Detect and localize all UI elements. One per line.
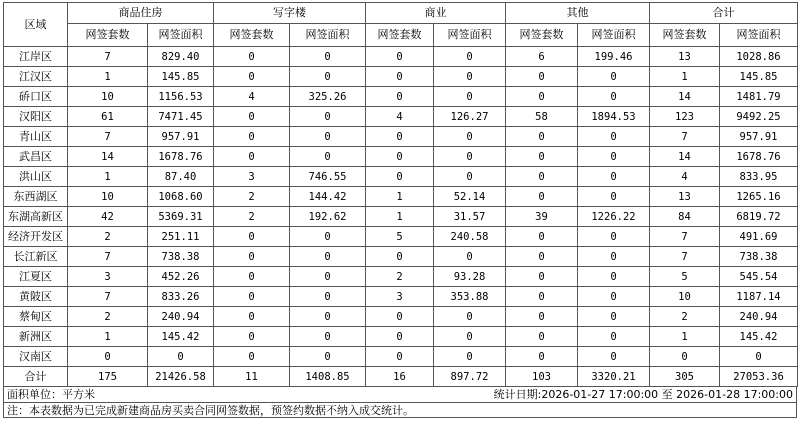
count-cell: 0	[214, 147, 290, 167]
region-cell: 合计	[4, 367, 68, 387]
count-cell: 0	[366, 307, 434, 327]
table-body	[4, 47, 798, 387]
area-cell: 0	[290, 267, 366, 287]
count-cell: 58	[506, 107, 578, 127]
count-cell: 103	[506, 367, 578, 387]
group-header-row	[4, 3, 798, 24]
area-cell: 0	[434, 167, 506, 187]
count-cell: 7	[650, 127, 720, 147]
count-cell: 0	[650, 347, 720, 367]
area-unit-label: 面积单位：平方米	[7, 388, 95, 401]
area-cell: 0	[578, 187, 650, 207]
count-cell: 39	[506, 207, 578, 227]
area-cell: 452.26	[148, 267, 214, 287]
area-cell: 93.28	[434, 267, 506, 287]
area-cell: 87.40	[148, 167, 214, 187]
area-cell: 0	[434, 347, 506, 367]
count-cell: 42	[68, 207, 148, 227]
table-row	[4, 127, 798, 147]
area-column-header: 网签面积	[148, 24, 214, 47]
area-cell: 1156.53	[148, 87, 214, 107]
count-cell: 3	[366, 287, 434, 307]
count-column-header: 网签套数	[650, 24, 720, 47]
region-cell: 经济开发区	[4, 227, 68, 247]
area-cell: 0	[290, 307, 366, 327]
area-cell: 0	[290, 247, 366, 267]
count-cell: 0	[506, 147, 578, 167]
table-row	[4, 327, 798, 347]
count-cell: 2	[650, 307, 720, 327]
area-cell: 0	[434, 67, 506, 87]
area-cell: 1265.16	[720, 187, 798, 207]
area-cell: 3320.21	[578, 367, 650, 387]
area-cell: 52.14	[434, 187, 506, 207]
count-column-header: 网签套数	[214, 24, 290, 47]
area-cell: 738.38	[720, 247, 798, 267]
count-cell: 14	[650, 147, 720, 167]
table-row	[4, 167, 798, 187]
count-cell: 2	[214, 187, 290, 207]
count-cell: 0	[214, 227, 290, 247]
count-cell: 0	[506, 67, 578, 87]
table-row	[4, 247, 798, 267]
area-cell: 0	[148, 347, 214, 367]
area-cell: 0	[720, 347, 798, 367]
area-cell: 0	[290, 107, 366, 127]
count-cell: 0	[366, 67, 434, 87]
count-cell: 2	[68, 227, 148, 247]
area-cell: 199.46	[578, 47, 650, 67]
count-cell: 0	[214, 327, 290, 347]
area-cell: 0	[434, 147, 506, 167]
area-cell: 1481.79	[720, 87, 798, 107]
count-cell: 123	[650, 107, 720, 127]
count-cell: 0	[366, 47, 434, 67]
count-cell: 175	[68, 367, 148, 387]
area-cell: 0	[290, 287, 366, 307]
area-cell: 1408.85	[290, 367, 366, 387]
count-cell: 16	[366, 367, 434, 387]
count-cell: 7	[650, 227, 720, 247]
count-cell: 11	[214, 367, 290, 387]
area-cell: 21426.58	[148, 367, 214, 387]
count-cell: 0	[214, 287, 290, 307]
table-row	[4, 347, 798, 367]
table-row	[4, 227, 798, 247]
table-row	[4, 207, 798, 227]
area-cell: 0	[578, 227, 650, 247]
area-cell: 251.11	[148, 227, 214, 247]
area-cell: 31.57	[434, 207, 506, 227]
region-cell: 蔡甸区	[4, 307, 68, 327]
count-cell: 0	[506, 327, 578, 347]
transaction-table	[3, 2, 798, 387]
count-cell: 0	[214, 247, 290, 267]
count-cell: 1	[68, 67, 148, 87]
count-cell: 0	[506, 87, 578, 107]
area-cell: 957.91	[720, 127, 798, 147]
area-cell: 0	[578, 247, 650, 267]
area-cell: 0	[290, 127, 366, 147]
area-cell: 353.88	[434, 287, 506, 307]
count-cell: 0	[506, 267, 578, 287]
area-column-header: 网签面积	[290, 24, 366, 47]
region-cell: 武昌区	[4, 147, 68, 167]
total-row	[4, 367, 798, 387]
area-cell: 1068.60	[148, 187, 214, 207]
count-cell: 0	[214, 347, 290, 367]
area-cell: 833.26	[148, 287, 214, 307]
region-cell: 东湖高新区	[4, 207, 68, 227]
area-cell: 0	[434, 307, 506, 327]
region-cell: 长江新区	[4, 247, 68, 267]
area-cell: 6819.72	[720, 207, 798, 227]
count-cell: 0	[506, 287, 578, 307]
area-cell: 0	[434, 247, 506, 267]
table-row	[4, 307, 798, 327]
count-cell: 0	[366, 87, 434, 107]
area-cell: 1894.53	[578, 107, 650, 127]
count-column-header: 网签套数	[366, 24, 434, 47]
table-row	[4, 47, 798, 67]
count-cell: 0	[214, 47, 290, 67]
region-cell: 东西湖区	[4, 187, 68, 207]
count-cell: 0	[366, 147, 434, 167]
area-cell: 0	[290, 327, 366, 347]
count-column-header: 网签套数	[506, 24, 578, 47]
area-cell: 746.55	[290, 167, 366, 187]
count-cell: 0	[506, 347, 578, 367]
table-row	[4, 267, 798, 287]
count-cell: 0	[366, 327, 434, 347]
count-cell: 1	[366, 207, 434, 227]
region-cell: 江夏区	[4, 267, 68, 287]
region-cell: 青山区	[4, 127, 68, 147]
area-column-header: 网签面积	[720, 24, 798, 47]
count-cell: 1	[650, 67, 720, 87]
area-cell: 0	[434, 47, 506, 67]
area-cell: 897.72	[434, 367, 506, 387]
count-cell: 1	[68, 327, 148, 347]
area-cell: 0	[578, 127, 650, 147]
count-cell: 0	[506, 247, 578, 267]
count-cell: 3	[214, 167, 290, 187]
count-cell: 0	[68, 347, 148, 367]
count-cell: 2	[68, 307, 148, 327]
area-cell: 1187.14	[720, 287, 798, 307]
count-cell: 0	[214, 307, 290, 327]
area-cell: 192.62	[290, 207, 366, 227]
area-cell: 5369.31	[148, 207, 214, 227]
area-cell: 0	[578, 347, 650, 367]
area-cell: 0	[434, 127, 506, 147]
count-cell: 7	[68, 127, 148, 147]
area-cell: 738.38	[148, 247, 214, 267]
count-cell: 0	[366, 167, 434, 187]
table-row	[4, 287, 798, 307]
area-cell: 0	[290, 227, 366, 247]
area-cell: 27053.36	[720, 367, 798, 387]
area-cell: 0	[578, 67, 650, 87]
area-cell: 829.40	[148, 47, 214, 67]
area-cell: 1678.76	[720, 147, 798, 167]
area-cell: 0	[290, 67, 366, 87]
count-cell: 14	[650, 87, 720, 107]
count-cell: 10	[68, 187, 148, 207]
count-cell: 10	[68, 87, 148, 107]
area-cell: 240.94	[720, 307, 798, 327]
area-column-header: 网签面积	[578, 24, 650, 47]
area-cell: 0	[578, 267, 650, 287]
area-cell: 145.42	[148, 327, 214, 347]
table-row	[4, 67, 798, 87]
count-cell: 0	[506, 307, 578, 327]
area-cell: 0	[578, 307, 650, 327]
count-cell: 0	[366, 247, 434, 267]
area-cell: 0	[434, 327, 506, 347]
transaction-statistics-sheet	[3, 2, 797, 418]
area-cell: 0	[290, 147, 366, 167]
area-cell: 1028.86	[720, 47, 798, 67]
area-cell: 0	[578, 287, 650, 307]
group-header: 商业	[366, 3, 506, 24]
count-cell: 1	[68, 167, 148, 187]
count-cell: 305	[650, 367, 720, 387]
count-cell: 7	[68, 47, 148, 67]
area-cell: 0	[578, 167, 650, 187]
count-cell: 0	[506, 127, 578, 147]
count-cell: 2	[366, 267, 434, 287]
area-cell: 491.69	[720, 227, 798, 247]
area-cell: 0	[434, 87, 506, 107]
count-cell: 0	[366, 347, 434, 367]
count-cell: 10	[650, 287, 720, 307]
region-cell: 黄陂区	[4, 287, 68, 307]
area-cell: 0	[290, 47, 366, 67]
area-cell: 240.58	[434, 227, 506, 247]
area-cell: 7471.45	[148, 107, 214, 127]
count-cell: 14	[68, 147, 148, 167]
area-cell: 0	[578, 327, 650, 347]
count-cell: 5	[650, 267, 720, 287]
group-header: 写字楼	[214, 3, 366, 24]
count-cell: 4	[366, 107, 434, 127]
statistics-period: 统计日期:2026-01-27 17:00:00 至 2026-01-28 17:00:00	[493, 388, 793, 401]
region-cell: 新洲区	[4, 327, 68, 347]
region-cell: 硚口区	[4, 87, 68, 107]
area-cell: 1678.76	[148, 147, 214, 167]
count-cell: 13	[650, 187, 720, 207]
table-row	[4, 87, 798, 107]
area-cell: 957.91	[148, 127, 214, 147]
table-note: 注：本表数据为已完成新建商品房买卖合同网签数据，预签约数据不纳入成交统计。	[3, 403, 797, 418]
count-cell: 84	[650, 207, 720, 227]
area-cell: 833.95	[720, 167, 798, 187]
region-cell: 汉阳区	[4, 107, 68, 127]
footer-row	[3, 387, 797, 403]
region-cell: 江岸区	[4, 47, 68, 67]
area-cell: 144.42	[290, 187, 366, 207]
group-header: 商品住房	[68, 3, 214, 24]
area-cell: 240.94	[148, 307, 214, 327]
area-cell: 545.54	[720, 267, 798, 287]
count-cell: 0	[214, 67, 290, 87]
area-cell: 9492.25	[720, 107, 798, 127]
region-cell: 汉南区	[4, 347, 68, 367]
area-cell: 0	[290, 347, 366, 367]
count-cell: 0	[214, 107, 290, 127]
area-cell: 325.26	[290, 87, 366, 107]
area-cell: 145.42	[720, 327, 798, 347]
count-cell: 0	[366, 127, 434, 147]
table-row	[4, 107, 798, 127]
area-cell: 145.85	[148, 67, 214, 87]
count-cell: 2	[214, 207, 290, 227]
table-row	[4, 187, 798, 207]
count-cell: 7	[68, 287, 148, 307]
count-cell: 1	[366, 187, 434, 207]
count-cell: 4	[214, 87, 290, 107]
count-cell: 5	[366, 227, 434, 247]
count-cell: 0	[506, 227, 578, 247]
count-cell: 7	[68, 247, 148, 267]
count-column-header: 网签套数	[68, 24, 148, 47]
area-column-header: 网签面积	[434, 24, 506, 47]
count-cell: 61	[68, 107, 148, 127]
area-cell: 145.85	[720, 67, 798, 87]
region-column-header: 区域	[4, 3, 68, 47]
count-cell: 0	[214, 267, 290, 287]
sub-header-row	[4, 24, 798, 47]
count-cell: 3	[68, 267, 148, 287]
table-row	[4, 147, 798, 167]
area-cell: 126.27	[434, 107, 506, 127]
area-cell: 0	[578, 147, 650, 167]
area-cell: 1226.22	[578, 207, 650, 227]
group-header: 其他	[506, 3, 650, 24]
count-cell: 0	[214, 127, 290, 147]
count-cell: 1	[650, 327, 720, 347]
group-header: 合计	[650, 3, 798, 24]
count-cell: 0	[506, 187, 578, 207]
count-cell: 0	[506, 167, 578, 187]
count-cell: 6	[506, 47, 578, 67]
region-cell: 江汉区	[4, 67, 68, 87]
count-cell: 13	[650, 47, 720, 67]
count-cell: 4	[650, 167, 720, 187]
area-cell: 0	[578, 87, 650, 107]
count-cell: 7	[650, 247, 720, 267]
region-cell: 洪山区	[4, 167, 68, 187]
